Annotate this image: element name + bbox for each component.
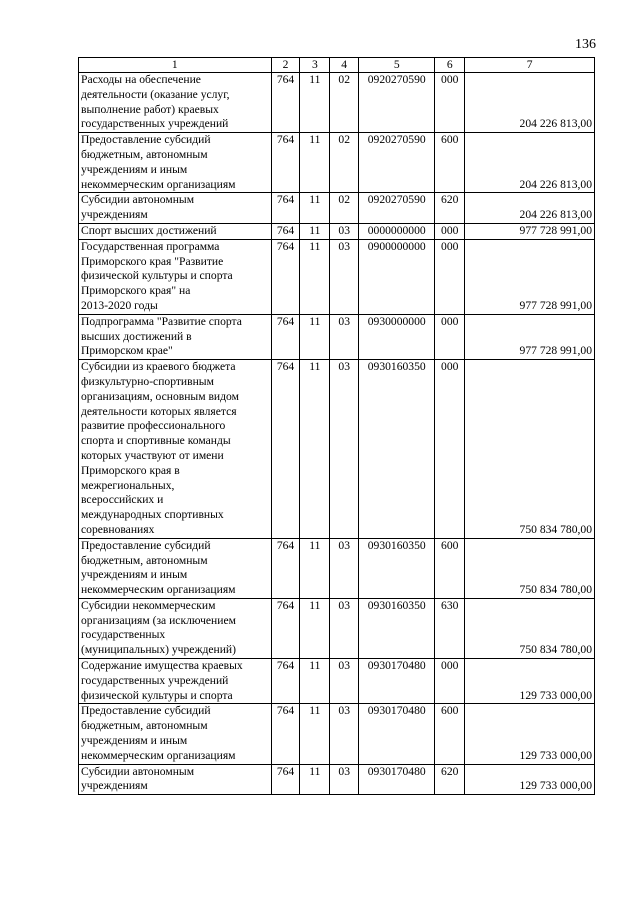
row-name-line: организациям (за исключением — [81, 613, 236, 627]
code-cell-3: 11 — [300, 538, 330, 598]
code-cell-2: 764 — [271, 360, 300, 539]
row-name-cell — [79, 360, 272, 539]
code-cell-6: 000 — [435, 314, 465, 359]
row-name-line: Подпрограмма "Развитие спорта — [81, 314, 242, 328]
row-name-line: Субсидии автономным — [81, 193, 195, 207]
code-cell-6: 630 — [435, 598, 465, 658]
code-cell-6: 000 — [435, 73, 465, 133]
table-row — [79, 360, 595, 539]
table-row — [79, 704, 595, 764]
code-cell-2: 764 — [271, 704, 300, 764]
code-cell-2: 764 — [271, 314, 300, 359]
row-name-cell — [79, 538, 272, 598]
code-cell-4: 03 — [330, 659, 359, 704]
row-name-line: некоммерческим организациям — [81, 583, 236, 597]
code-cell-4: 02 — [330, 193, 359, 224]
code-cell-3: 11 — [300, 360, 330, 539]
row-name-line: Предоставление субсидий — [81, 133, 211, 147]
code-cell-6: 000 — [435, 659, 465, 704]
row-name-line: учреждениям — [81, 208, 148, 222]
row-name-line: деятельности которых является — [81, 404, 237, 418]
code-cell-4: 03 — [330, 239, 359, 314]
code-cell-3: 11 — [300, 659, 330, 704]
code-cell-5: 0920270590 — [359, 193, 435, 224]
row-name-cell — [79, 314, 272, 359]
code-cell-5: 0930160350 — [359, 598, 435, 658]
row-name-cell — [79, 239, 272, 314]
row-name-line: Приморского края в — [81, 463, 180, 477]
row-name-cell — [79, 133, 272, 193]
row-name-line: Субсидии некоммерческим — [81, 598, 216, 612]
table-header-row — [79, 58, 595, 73]
row-name-line: которых участвуют от имени — [81, 448, 224, 462]
code-cell-3: 11 — [300, 314, 330, 359]
row-name-line: бюджетным, автономным — [81, 719, 208, 733]
amount-cell: 129 733 000,00 — [465, 764, 595, 795]
row-name-line: Расходы на обеспечение — [81, 73, 201, 86]
code-cell-5: 0920270590 — [359, 73, 435, 133]
row-name-line: организациям, основным видом — [81, 389, 239, 403]
table-row — [79, 314, 595, 359]
code-cell-5: 0930160350 — [359, 538, 435, 598]
row-name-line: Приморского края" на — [81, 284, 191, 298]
row-name-cell — [79, 223, 272, 239]
code-cell-5: 0000000000 — [359, 223, 435, 239]
amount-cell: 204 226 813,00 — [465, 133, 595, 193]
code-cell-2: 764 — [271, 659, 300, 704]
code-cell-3: 11 — [300, 764, 330, 795]
row-name-cell — [79, 704, 272, 764]
row-name-line: физической культуры и спорта — [81, 688, 233, 702]
row-name-line: бюджетным, автономным — [81, 147, 208, 161]
code-cell-6: 620 — [435, 193, 465, 224]
code-cell-4: 03 — [330, 538, 359, 598]
row-name-line: (муниципальных) учреждений) — [81, 643, 236, 657]
amount-cell: 129 733 000,00 — [465, 704, 595, 764]
code-cell-2: 764 — [271, 598, 300, 658]
row-name-line: физкультурно-спортивным — [81, 374, 214, 388]
amount-cell: 977 728 991,00 — [465, 223, 595, 239]
column-header: 5 — [359, 58, 435, 73]
column-header: 2 — [271, 58, 300, 73]
row-name-line: бюджетным, автономным — [81, 553, 208, 567]
row-name-line: выполнение работ) краевых — [81, 102, 219, 116]
row-name-line: высших достижений в — [81, 329, 192, 343]
code-cell-4: 03 — [330, 598, 359, 658]
code-cell-6: 620 — [435, 764, 465, 795]
code-cell-4: 03 — [330, 360, 359, 539]
amount-cell: 750 834 780,00 — [465, 538, 595, 598]
row-name-line: Приморского края "Развитие — [81, 254, 224, 268]
row-name-cell — [79, 659, 272, 704]
column-header: 3 — [300, 58, 330, 73]
row-name-line: Субсидии из краевого бюджета — [81, 360, 236, 374]
row-name-line: Приморском крае" — [81, 344, 173, 358]
code-cell-6: 600 — [435, 133, 465, 193]
row-name-line: Государственная программа — [81, 239, 220, 253]
code-cell-3: 11 — [300, 223, 330, 239]
code-cell-2: 764 — [271, 764, 300, 795]
code-cell-4: 02 — [330, 73, 359, 133]
row-name-line: деятельности (оказание услуг, — [81, 87, 230, 101]
row-name-line: спорта и спортивные команды — [81, 434, 231, 448]
row-name-line: соревнованиях — [81, 522, 155, 536]
code-cell-6: 600 — [435, 704, 465, 764]
row-name-line: некоммерческим организациям — [81, 748, 236, 762]
row-name-cell — [79, 598, 272, 658]
code-cell-5: 0930170480 — [359, 704, 435, 764]
row-name-line: Содержание имущества краевых — [81, 659, 243, 673]
code-cell-3: 11 — [300, 73, 330, 133]
code-cell-5: 0930000000 — [359, 314, 435, 359]
row-name-line: учреждениям и иным — [81, 734, 188, 748]
table-row — [79, 223, 595, 239]
table-row — [79, 659, 595, 704]
code-cell-4: 03 — [330, 314, 359, 359]
code-cell-3: 11 — [300, 704, 330, 764]
code-cell-2: 764 — [271, 239, 300, 314]
code-cell-5: 0930170480 — [359, 764, 435, 795]
code-cell-2: 764 — [271, 73, 300, 133]
code-cell-3: 11 — [300, 239, 330, 314]
row-name-line: некоммерческим организациям — [81, 177, 236, 191]
code-cell-4: 03 — [330, 764, 359, 795]
amount-cell: 204 226 813,00 — [465, 193, 595, 224]
code-cell-4: 02 — [330, 133, 359, 193]
table-body — [79, 73, 595, 795]
code-cell-5: 0930170480 — [359, 659, 435, 704]
amount-cell: 204 226 813,00 — [465, 73, 595, 133]
code-cell-2: 764 — [271, 133, 300, 193]
table-row — [79, 538, 595, 598]
amount-cell: 977 728 991,00 — [465, 314, 595, 359]
amount-cell: 977 728 991,00 — [465, 239, 595, 314]
code-cell-6: 000 — [435, 360, 465, 539]
table-row — [79, 73, 595, 133]
row-name-line: международных спортивных — [81, 508, 224, 522]
column-header: 7 — [465, 58, 595, 73]
table-row — [79, 193, 595, 224]
row-name-line: государственных учреждений — [81, 117, 229, 131]
row-name-line: учреждениям — [81, 779, 148, 793]
table-row — [79, 239, 595, 314]
code-cell-6: 000 — [435, 239, 465, 314]
row-name-line: развитие профессионального — [81, 419, 226, 433]
page-number: 136 — [575, 37, 596, 52]
code-cell-3: 11 — [300, 598, 330, 658]
budget-table — [78, 57, 595, 795]
code-cell-5: 0920270590 — [359, 133, 435, 193]
row-name-line: физической культуры и спорта — [81, 269, 233, 283]
row-name-line: Предоставление субсидий — [81, 538, 211, 552]
code-cell-6: 000 — [435, 223, 465, 239]
amount-cell: 129 733 000,00 — [465, 659, 595, 704]
row-name-cell — [79, 764, 272, 795]
row-name-line: государственных учреждений — [81, 673, 229, 687]
row-name-cell — [79, 73, 272, 133]
code-cell-2: 764 — [271, 223, 300, 239]
row-name-line: Предоставление субсидий — [81, 704, 211, 718]
column-header: 1 — [79, 58, 272, 73]
row-name-line: учреждениям и иным — [81, 162, 188, 176]
amount-cell: 750 834 780,00 — [465, 598, 595, 658]
code-cell-5: 0930160350 — [359, 360, 435, 539]
row-name-line: всероссийских и — [81, 493, 164, 507]
row-name-line: Спорт высших достижений — [81, 223, 217, 237]
code-cell-2: 764 — [271, 538, 300, 598]
table-row — [79, 598, 595, 658]
amount-cell: 750 834 780,00 — [465, 360, 595, 539]
code-cell-3: 11 — [300, 133, 330, 193]
table-row — [79, 133, 595, 193]
row-name-line: государственных — [81, 628, 166, 642]
row-name-line: учреждениям и иным — [81, 568, 188, 582]
code-cell-6: 600 — [435, 538, 465, 598]
code-cell-2: 764 — [271, 193, 300, 224]
code-cell-4: 03 — [330, 223, 359, 239]
table-row — [79, 764, 595, 795]
column-header: 6 — [435, 58, 465, 73]
column-header: 4 — [330, 58, 359, 73]
row-name-line: 2013-2020 годы — [81, 298, 158, 312]
row-name-cell — [79, 193, 272, 224]
code-cell-4: 03 — [330, 704, 359, 764]
row-name-line: Субсидии автономным — [81, 764, 195, 778]
row-name-line: межрегиональных, — [81, 478, 175, 492]
code-cell-5: 0900000000 — [359, 239, 435, 314]
code-cell-3: 11 — [300, 193, 330, 224]
